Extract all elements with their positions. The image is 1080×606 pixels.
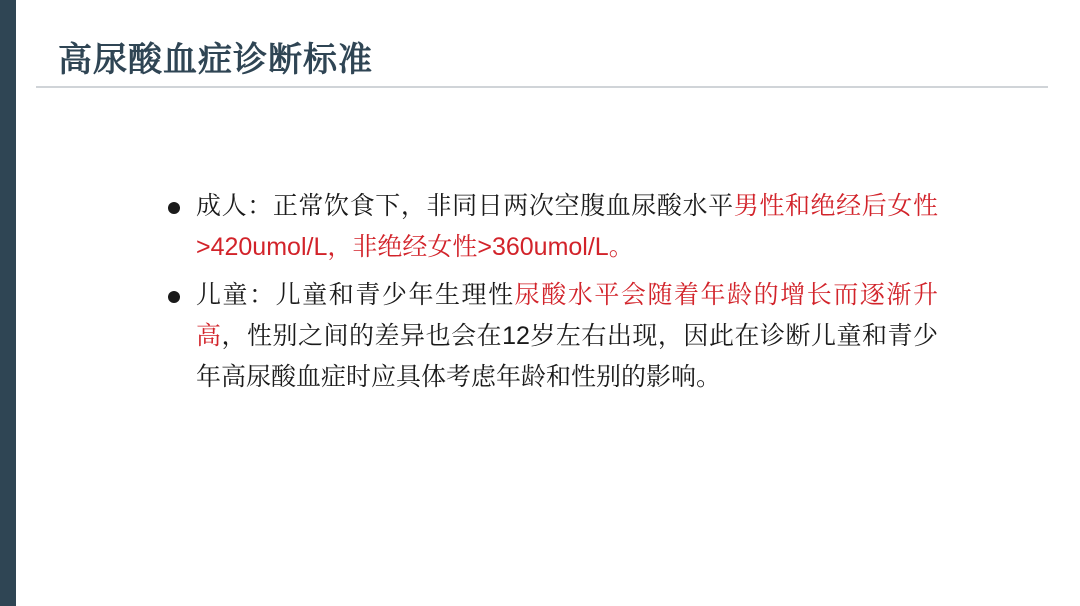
bullet-segment: 儿童和青少年生理性	[275, 280, 515, 309]
list-item	[168, 186, 938, 269]
bullet-segment: ，性别之间的差异也会在12岁左右出现，因此在诊断儿童和青少年高尿酸血症时应具体考虑年龄和性别的影响。	[196, 321, 938, 391]
bullet-lead: 儿童：	[196, 280, 276, 309]
bullet-segment: 正常饮食下，非同日两次空腹血尿酸水平	[272, 192, 734, 220]
bullet-list	[168, 186, 938, 404]
bullet-lead: 成人：	[196, 192, 273, 220]
left-accent-bar	[0, 0, 16, 606]
bullet-segment-highlight: 尿酸水平会随着年龄的增长而逐渐升高	[196, 280, 938, 350]
bullet-segment-highlight: 男性和绝经后女性>420umol/L，非绝经女性>360umol/L。	[196, 192, 938, 262]
bullet-text	[196, 275, 938, 399]
list-item	[168, 275, 938, 399]
bullet-dot-icon	[168, 202, 180, 214]
title-divider	[36, 86, 1048, 88]
bullet-dot-icon	[168, 291, 180, 303]
page-title: 高尿酸血症诊断标准	[58, 41, 373, 79]
bullet-text	[196, 186, 938, 269]
